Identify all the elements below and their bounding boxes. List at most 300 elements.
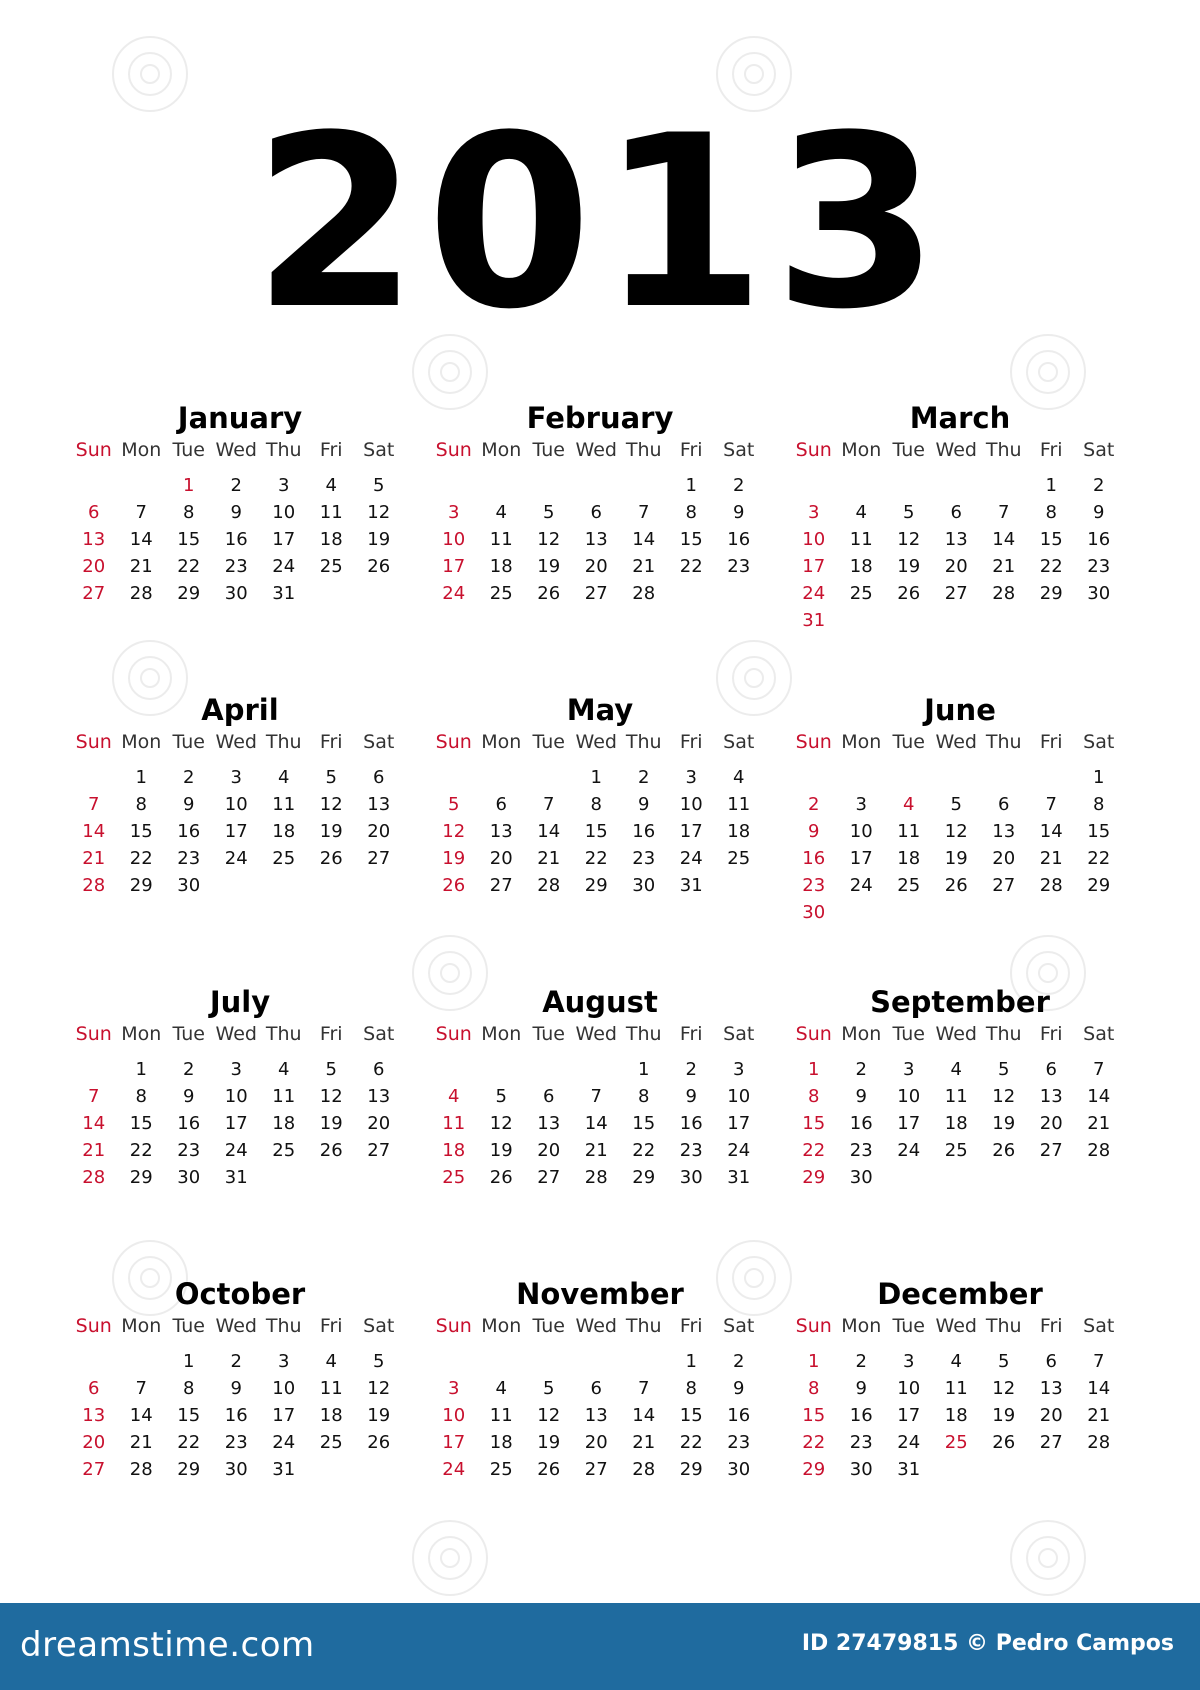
date-cell: 27 xyxy=(1039,1432,1063,1453)
date-cell: 25 xyxy=(272,848,296,869)
date-cell: 27 xyxy=(82,1459,106,1480)
date-cell: 20 xyxy=(584,556,608,577)
date-cell: 29 xyxy=(679,1459,703,1480)
date-cell: 10 xyxy=(442,529,466,550)
date-cell: 27 xyxy=(367,848,391,869)
date-cell: 5 xyxy=(325,767,337,788)
date-cell: 17 xyxy=(897,1113,921,1134)
weekday-label: Fri xyxy=(1039,1023,1063,1045)
date-cell: 6 xyxy=(373,1059,385,1080)
date-cell: 16 xyxy=(849,1405,873,1426)
date-cell: 30 xyxy=(224,1459,248,1480)
weekday-header xyxy=(790,1314,1130,1346)
weekday-header xyxy=(790,730,1130,762)
date-cell: 24 xyxy=(897,1432,921,1453)
weekday-label: Wed xyxy=(215,1315,257,1337)
weekday-label: Fri xyxy=(1039,1315,1063,1337)
empty-cell xyxy=(933,472,981,499)
date-cell: 1 xyxy=(1093,767,1105,788)
date-cell: 26 xyxy=(537,1459,561,1480)
empty-cell xyxy=(980,764,1028,791)
weekday-label: Sun xyxy=(795,439,832,461)
date-cell: 23 xyxy=(727,556,751,577)
weekday-label: Mon xyxy=(841,1023,882,1045)
date-cell: 26 xyxy=(319,848,343,869)
date-cell: 18 xyxy=(489,556,513,577)
date-cell: 14 xyxy=(129,1405,153,1426)
watermark-swirl xyxy=(412,1520,488,1596)
weekday-header xyxy=(70,1314,410,1346)
date-cell: 21 xyxy=(584,1140,608,1161)
weekday-label: Sat xyxy=(723,439,755,461)
date-cell: 23 xyxy=(1087,556,1111,577)
date-cell: 8 xyxy=(183,502,195,523)
date-cell: 17 xyxy=(849,848,873,869)
date-cell: 12 xyxy=(992,1378,1016,1399)
date-cell: 5 xyxy=(998,1059,1010,1080)
date-cell: 20 xyxy=(82,1432,106,1453)
date-cell: 5 xyxy=(903,502,915,523)
month-name: January xyxy=(177,401,303,435)
weekday-label: Thu xyxy=(985,731,1022,753)
date-cell: 7 xyxy=(638,502,650,523)
weekday-header xyxy=(430,1022,770,1054)
date-cell: 25 xyxy=(319,556,343,577)
date-cell: 28 xyxy=(1039,875,1063,896)
weekday-label: Mon xyxy=(841,439,882,461)
weekday-label: Wed xyxy=(935,439,977,461)
date-cell: 24 xyxy=(224,848,248,869)
brand-logo[interactable]: dreamstime.com xyxy=(20,1625,315,1665)
date-cell: 28 xyxy=(584,1167,608,1188)
date-cell: 28 xyxy=(1087,1432,1111,1453)
date-cell: 18 xyxy=(897,848,921,869)
date-cell: 30 xyxy=(224,583,248,604)
date-cell: 2 xyxy=(638,767,650,788)
weekday-label: Fri xyxy=(679,731,703,753)
date-cell: 22 xyxy=(177,556,201,577)
date-cell: 19 xyxy=(897,556,921,577)
date-cell: 23 xyxy=(224,556,248,577)
date-cell: 19 xyxy=(537,556,561,577)
date-cell: 29 xyxy=(1039,583,1063,604)
date-cell: 21 xyxy=(632,1432,656,1453)
date-cell: 5 xyxy=(543,1378,555,1399)
date-cell: 12 xyxy=(537,529,561,550)
weekday-label: Wed xyxy=(215,439,257,461)
month-june xyxy=(790,692,1130,939)
date-cell: 4 xyxy=(733,767,745,788)
date-cell: 22 xyxy=(632,1140,656,1161)
weekday-label: Wed xyxy=(575,1315,617,1337)
weekday-label: Wed xyxy=(215,731,257,753)
weekday-label: Fri xyxy=(679,1023,703,1045)
date-cell: 12 xyxy=(367,502,391,523)
date-cell: 3 xyxy=(685,767,697,788)
date-cell: 18 xyxy=(944,1405,968,1426)
date-cell: 19 xyxy=(944,848,968,869)
weekday-label: Sat xyxy=(1083,439,1115,461)
weekday-label: Mon xyxy=(121,439,162,461)
weekday-label: Sat xyxy=(363,1023,395,1045)
empty-cell xyxy=(430,472,478,499)
date-cell: 4 xyxy=(325,1351,337,1372)
date-cell: 23 xyxy=(632,848,656,869)
date-cell: 12 xyxy=(897,529,921,550)
month-name: October xyxy=(174,1277,306,1311)
weekday-label: Thu xyxy=(265,731,302,753)
date-cell: 10 xyxy=(442,1405,466,1426)
weekday-label: Wed xyxy=(575,1023,617,1045)
date-cell: 21 xyxy=(537,848,561,869)
date-cell: 24 xyxy=(442,583,466,604)
date-cell: 6 xyxy=(1045,1059,1057,1080)
weekday-label: Sun xyxy=(435,1315,472,1337)
date-cell: 3 xyxy=(903,1351,915,1372)
date-cell: 6 xyxy=(373,767,385,788)
date-cell: 20 xyxy=(1039,1113,1063,1134)
date-cell: 17 xyxy=(224,821,248,842)
empty-cell xyxy=(525,472,573,499)
date-cell: 22 xyxy=(177,1432,201,1453)
date-cell: 7 xyxy=(88,794,100,815)
month-february xyxy=(430,400,770,647)
weekday-label: Sun xyxy=(795,1315,832,1337)
weekday-header xyxy=(430,730,770,762)
date-cell: 8 xyxy=(1093,794,1105,815)
date-cell: 6 xyxy=(590,502,602,523)
date-cell: 21 xyxy=(1087,1405,1111,1426)
empty-cell xyxy=(573,472,621,499)
date-cell: 26 xyxy=(897,583,921,604)
weekday-header xyxy=(70,438,410,470)
date-cell: 1 xyxy=(685,475,697,496)
date-cell: 24 xyxy=(272,1432,296,1453)
date-cell: 10 xyxy=(679,794,703,815)
weekday-label: Sat xyxy=(363,1315,395,1337)
date-cell: 7 xyxy=(590,1086,602,1107)
date-cell: 18 xyxy=(944,1113,968,1134)
date-cell: 26 xyxy=(367,1432,391,1453)
date-grid xyxy=(790,764,1130,926)
weekday-label: Sat xyxy=(1083,1315,1115,1337)
month-july xyxy=(70,984,410,1231)
date-cell: 7 xyxy=(1093,1059,1105,1080)
weekday-label: Tue xyxy=(172,439,205,461)
date-cell: 26 xyxy=(537,583,561,604)
date-cell: 26 xyxy=(442,875,466,896)
weekday-label: Wed xyxy=(575,731,617,753)
date-cell: 27 xyxy=(944,583,968,604)
date-cell: 17 xyxy=(442,1432,466,1453)
weekday-label: Sat xyxy=(1083,1023,1115,1045)
date-cell: 18 xyxy=(319,1405,343,1426)
date-cell: 4 xyxy=(950,1059,962,1080)
date-cell: 2 xyxy=(1093,475,1105,496)
date-cell: 1 xyxy=(183,1351,195,1372)
date-cell: 11 xyxy=(489,529,513,550)
date-cell: 28 xyxy=(129,1459,153,1480)
date-cell: 5 xyxy=(373,475,385,496)
date-cell: 8 xyxy=(808,1378,820,1399)
date-cell: 4 xyxy=(325,475,337,496)
image-credit: ID 27479815 © Pedro Campos xyxy=(801,1631,1174,1656)
calendar-grid xyxy=(70,400,1130,1523)
date-cell: 24 xyxy=(849,875,873,896)
month-august xyxy=(430,984,770,1231)
empty-cell xyxy=(790,472,838,499)
date-cell: 15 xyxy=(679,1405,703,1426)
date-cell: 11 xyxy=(727,794,751,815)
date-cell: 13 xyxy=(367,1086,391,1107)
date-cell: 6 xyxy=(88,502,100,523)
empty-cell xyxy=(525,764,573,791)
date-cell: 26 xyxy=(489,1167,513,1188)
date-cell: 3 xyxy=(448,1378,460,1399)
date-cell: 9 xyxy=(733,1378,745,1399)
date-cell: 6 xyxy=(543,1086,555,1107)
date-cell: 15 xyxy=(177,529,201,550)
date-cell: 5 xyxy=(495,1086,507,1107)
watermark-swirl xyxy=(112,36,188,112)
date-cell: 16 xyxy=(727,529,751,550)
date-cell: 26 xyxy=(944,875,968,896)
date-cell: 17 xyxy=(272,529,296,550)
weekday-label: Fri xyxy=(679,1315,703,1337)
date-cell: 1 xyxy=(135,767,147,788)
date-grid xyxy=(790,1348,1130,1483)
empty-cell xyxy=(838,472,886,499)
date-cell: 7 xyxy=(1093,1351,1105,1372)
date-cell: 21 xyxy=(129,556,153,577)
date-cell: 26 xyxy=(992,1140,1016,1161)
date-cell: 22 xyxy=(129,1140,153,1161)
weekday-header xyxy=(430,438,770,470)
weekday-label: Sat xyxy=(363,439,395,461)
date-cell: 24 xyxy=(679,848,703,869)
date-cell: 10 xyxy=(224,794,248,815)
date-cell: 15 xyxy=(177,1405,201,1426)
weekday-label: Wed xyxy=(935,731,977,753)
date-cell: 26 xyxy=(367,556,391,577)
date-cell: 28 xyxy=(1087,1140,1111,1161)
date-cell: 11 xyxy=(319,502,343,523)
date-cell: 9 xyxy=(230,1378,242,1399)
date-cell: 2 xyxy=(183,1059,195,1080)
weekday-label: Thu xyxy=(985,1315,1022,1337)
date-cell: 5 xyxy=(998,1351,1010,1372)
date-cell: 21 xyxy=(129,1432,153,1453)
month-january xyxy=(70,400,410,647)
date-cell: 27 xyxy=(1039,1140,1063,1161)
date-cell: 25 xyxy=(489,583,513,604)
date-cell: 11 xyxy=(897,821,921,842)
date-cell: 14 xyxy=(82,821,106,842)
empty-cell xyxy=(70,764,118,791)
month-april xyxy=(70,692,410,939)
date-cell: 2 xyxy=(808,794,820,815)
empty-cell xyxy=(980,472,1028,499)
empty-cell xyxy=(118,1348,166,1375)
date-cell: 22 xyxy=(129,848,153,869)
date-cell: 24 xyxy=(224,1140,248,1161)
date-cell: 31 xyxy=(897,1459,921,1480)
date-cell: 5 xyxy=(950,794,962,815)
date-cell: 3 xyxy=(278,1351,290,1372)
date-grid xyxy=(430,472,770,607)
date-cell: 15 xyxy=(679,529,703,550)
empty-cell xyxy=(430,1348,478,1375)
date-cell: 30 xyxy=(632,875,656,896)
date-grid xyxy=(70,764,410,899)
date-cell: 14 xyxy=(537,821,561,842)
date-cell: 1 xyxy=(183,475,195,496)
weekday-label: Fri xyxy=(319,731,343,753)
weekday-label: Tue xyxy=(532,439,565,461)
date-cell: 29 xyxy=(632,1167,656,1188)
date-cell: 20 xyxy=(992,848,1016,869)
date-cell: 19 xyxy=(367,1405,391,1426)
weekday-label: Sat xyxy=(723,1023,755,1045)
date-cell: 21 xyxy=(1039,848,1063,869)
date-cell: 23 xyxy=(849,1432,873,1453)
weekday-header xyxy=(70,1022,410,1054)
date-cell: 30 xyxy=(849,1459,873,1480)
date-cell: 12 xyxy=(367,1378,391,1399)
date-cell: 28 xyxy=(992,583,1016,604)
date-cell: 10 xyxy=(849,821,873,842)
date-cell: 13 xyxy=(992,821,1016,842)
date-cell: 8 xyxy=(685,502,697,523)
date-cell: 7 xyxy=(1045,794,1057,815)
date-cell: 14 xyxy=(632,1405,656,1426)
date-cell: 31 xyxy=(727,1167,751,1188)
date-cell: 16 xyxy=(1087,529,1111,550)
date-cell: 1 xyxy=(685,1351,697,1372)
date-cell: 29 xyxy=(177,583,201,604)
date-cell: 18 xyxy=(272,1113,296,1134)
month-december xyxy=(790,1276,1130,1523)
date-cell: 23 xyxy=(679,1140,703,1161)
date-cell: 19 xyxy=(319,821,343,842)
date-cell: 8 xyxy=(590,794,602,815)
date-cell: 15 xyxy=(584,821,608,842)
weekday-label: Tue xyxy=(172,731,205,753)
weekday-label: Sun xyxy=(75,439,112,461)
date-cell: 29 xyxy=(129,1167,153,1188)
date-cell: 3 xyxy=(278,475,290,496)
date-cell: 28 xyxy=(82,875,106,896)
weekday-label: Wed xyxy=(935,1315,977,1337)
date-cell: 8 xyxy=(183,1378,195,1399)
date-cell: 11 xyxy=(319,1378,343,1399)
date-cell: 19 xyxy=(319,1113,343,1134)
year-title: 2013 xyxy=(252,85,948,362)
weekday-label: Sun xyxy=(795,1023,832,1045)
date-grid xyxy=(70,1348,410,1483)
date-cell: 25 xyxy=(897,875,921,896)
date-cell: 22 xyxy=(802,1140,826,1161)
empty-cell xyxy=(885,472,933,499)
date-cell: 16 xyxy=(177,1113,201,1134)
date-cell: 10 xyxy=(802,529,826,550)
date-cell: 5 xyxy=(543,502,555,523)
date-cell: 24 xyxy=(727,1140,751,1161)
date-cell: 10 xyxy=(224,1086,248,1107)
date-cell: 20 xyxy=(537,1140,561,1161)
empty-cell xyxy=(620,1348,668,1375)
date-cell: 14 xyxy=(1087,1378,1111,1399)
date-cell: 2 xyxy=(183,767,195,788)
date-cell: 6 xyxy=(1045,1351,1057,1372)
date-cell: 16 xyxy=(679,1113,703,1134)
date-cell: 4 xyxy=(278,1059,290,1080)
empty-cell xyxy=(478,764,526,791)
date-cell: 14 xyxy=(632,529,656,550)
date-cell: 1 xyxy=(808,1059,820,1080)
date-cell: 9 xyxy=(685,1086,697,1107)
date-cell: 12 xyxy=(489,1113,513,1134)
date-cell: 15 xyxy=(1039,529,1063,550)
date-grid xyxy=(430,1056,770,1191)
date-cell: 18 xyxy=(727,821,751,842)
date-cell: 28 xyxy=(632,583,656,604)
empty-cell xyxy=(838,764,886,791)
date-cell: 29 xyxy=(129,875,153,896)
date-cell: 13 xyxy=(944,529,968,550)
date-cell: 11 xyxy=(944,1086,968,1107)
date-cell: 28 xyxy=(129,583,153,604)
date-cell: 11 xyxy=(272,794,296,815)
weekday-label: Tue xyxy=(532,731,565,753)
date-cell: 30 xyxy=(177,875,201,896)
weekday-label: Sat xyxy=(723,731,755,753)
weekday-label: Sun xyxy=(435,731,472,753)
weekday-label: Fri xyxy=(319,1023,343,1045)
date-cell: 4 xyxy=(278,767,290,788)
date-cell: 1 xyxy=(135,1059,147,1080)
weekday-label: Tue xyxy=(892,439,925,461)
date-cell: 7 xyxy=(135,502,147,523)
weekday-label: Wed xyxy=(215,1023,257,1045)
weekday-label: Tue xyxy=(532,1315,565,1337)
date-cell: 29 xyxy=(802,1459,826,1480)
date-cell: 21 xyxy=(992,556,1016,577)
date-cell: 6 xyxy=(998,794,1010,815)
date-cell: 24 xyxy=(897,1140,921,1161)
date-cell: 18 xyxy=(489,1432,513,1453)
date-cell: 25 xyxy=(272,1140,296,1161)
empty-cell xyxy=(933,764,981,791)
weekday-header xyxy=(430,1314,770,1346)
empty-cell xyxy=(525,1056,573,1083)
date-cell: 25 xyxy=(849,583,873,604)
date-cell: 3 xyxy=(855,794,867,815)
date-cell: 20 xyxy=(367,1113,391,1134)
date-cell: 4 xyxy=(448,1086,460,1107)
date-grid xyxy=(790,1056,1130,1191)
weekday-label: Mon xyxy=(841,731,882,753)
watermark-swirl xyxy=(1010,334,1086,410)
date-cell: 15 xyxy=(1087,821,1111,842)
date-cell: 1 xyxy=(808,1351,820,1372)
month-november xyxy=(430,1276,770,1523)
date-cell: 8 xyxy=(638,1086,650,1107)
weekday-label: Tue xyxy=(892,1023,925,1045)
weekday-label: Thu xyxy=(265,439,302,461)
date-cell: 4 xyxy=(495,1378,507,1399)
weekday-label: Thu xyxy=(985,1023,1022,1045)
